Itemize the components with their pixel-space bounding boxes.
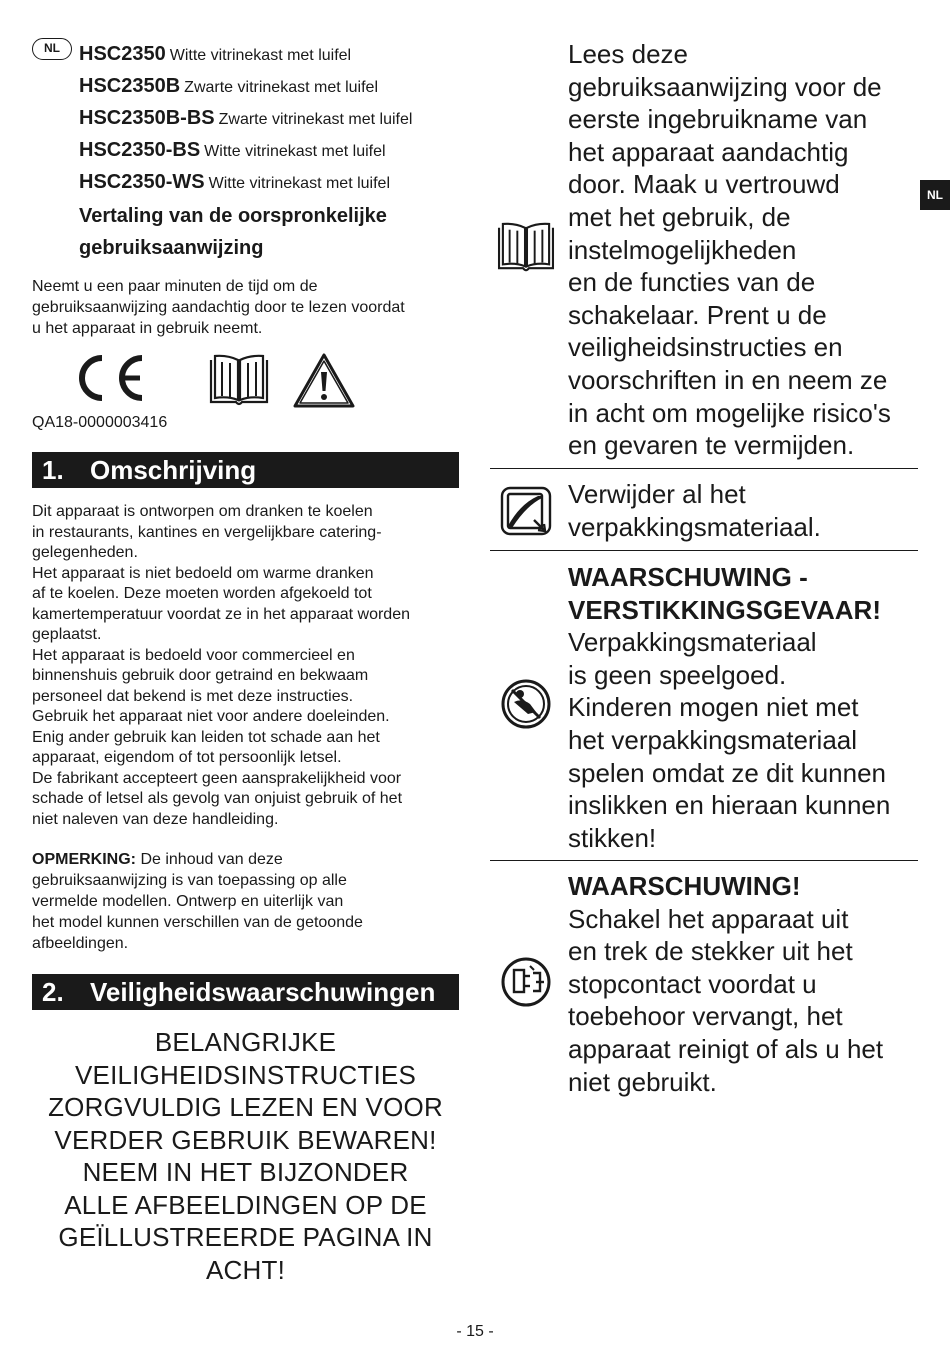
description-line: personeel dat bekend is met deze instructies.: [32, 687, 354, 705]
read-manual-icon: [208, 354, 270, 408]
important-safety-notice: [32, 1026, 459, 1286]
model-line: [79, 72, 479, 104]
warning-line: stopcontact voordat u: [568, 968, 817, 999]
translation-title-line: Vertaling van de oorspronkelijke: [79, 205, 387, 227]
intro-line: Neemt u een paar minuten de tijd om de: [32, 278, 318, 295]
warning-line: en trek de stekker uit het: [568, 936, 853, 967]
read-manual-instruction: [568, 38, 918, 462]
warning-line: spelen omdat ze dit kunnen: [568, 757, 886, 788]
intro-line: u het apparaat in gebruik neemt.: [32, 320, 263, 337]
important-line: NEEM IN HET BIJZONDER: [82, 1157, 409, 1187]
warning-heading-line: WAARSCHUWING -: [568, 562, 808, 592]
qa-code: QA18-0000003416: [32, 414, 168, 431]
instruction-line: Verwijder al het: [568, 479, 746, 509]
note-label: OPMERKING:: [32, 851, 136, 868]
model-code: HSC2350B-BS: [79, 107, 215, 129]
warning-triangle-icon: [292, 352, 356, 410]
description-line: af te koelen. Deze moeten worden afgekoeld tot: [32, 585, 372, 602]
warning-line: inslikken en hieraan kunnen: [568, 790, 891, 821]
description-line: kamertemperatuur voordat ze in het apparaat worden: [32, 605, 410, 623]
note-line: het model kunnen verschillen van de getoonde: [32, 914, 363, 931]
section-heading-description: [32, 452, 459, 488]
instruction-line: instelmogelijkheden: [568, 234, 797, 265]
description-line: Dit apparaat is ontworpen om dranken te koelen: [32, 503, 373, 520]
instruction-line: gebruiksaanwijzing voor de: [568, 71, 882, 102]
model-desc: Witte vitrinekast met luifel: [204, 143, 386, 160]
description-line: niet naleven van deze handleiding.: [32, 810, 279, 828]
model-code: HSC2350B: [79, 75, 181, 97]
description-line: Het apparaat is bedoeld voor commercieel en: [32, 646, 355, 664]
ce-mark-icon: [68, 350, 148, 406]
important-line: BELANGRIJKE: [154, 1027, 337, 1057]
model-line: [79, 136, 479, 168]
instruction-line: verpakkingsmateriaal.: [568, 511, 821, 542]
description-line: Enig ander gebruik kan leiden tot schade aan het: [32, 728, 380, 746]
important-line: VEILIGHEIDSINSTRUCTIES: [74, 1059, 417, 1090]
suffocation-warning: [568, 561, 918, 854]
model-desc: Zwarte vitrinekast met luifel: [184, 79, 379, 96]
note-line-text: De inhoud van deze: [136, 851, 283, 868]
read-manual-icon: [496, 222, 556, 274]
page-number: - 15 -: [456, 1323, 494, 1340]
section-title: Veiligheidswaarschuwingen: [90, 977, 436, 1007]
note-line: gebruiksaanwijzing is van toepassing op alle: [32, 872, 347, 889]
note-line: [32, 849, 464, 870]
warning-heading: WAARSCHUWING!: [568, 871, 801, 901]
warning-line: toebehoor vervangt, het: [568, 1001, 843, 1032]
description-line: geplaatst.: [32, 626, 102, 643]
model-desc: Witte vitrinekast met luifel: [208, 175, 390, 192]
description-line: Het apparaat is niet bedoeld om warme dranken: [32, 564, 374, 582]
model-code: HSC2350-WS: [79, 171, 205, 193]
no-children-play-icon: [500, 678, 552, 730]
model-desc: Zwarte vitrinekast met luifel: [218, 111, 413, 128]
instruction-line: met het gebruik, de: [568, 201, 791, 232]
description-line: De fabrikant accepteert geen aansprakelijkheid voor: [32, 769, 402, 787]
description-line: binnenshuis gebruik door getraind en bekwaam: [32, 667, 369, 684]
divider: [490, 468, 918, 469]
model-line: [79, 104, 479, 136]
language-tab: NL: [920, 180, 950, 210]
warning-line: Schakel het apparaat uit: [568, 903, 849, 934]
instruction-line: voorschriften in en neem ze: [568, 364, 888, 395]
model-list: [79, 40, 479, 264]
warning-line: het verpakkingsmateriaal: [568, 724, 858, 755]
description-line: in restaurants, kantines en vergelijkbare catering-: [32, 523, 382, 541]
warning-line: Kinderen mogen niet met: [568, 692, 859, 723]
important-line: VERDER GEBRUIK BEWAREN!: [54, 1124, 437, 1155]
divider: [490, 860, 918, 861]
model-line: [79, 40, 479, 72]
instruction-line: Lees deze: [568, 39, 688, 69]
description-line: Gebruik het apparaat niet voor andere doeleinden.: [32, 708, 390, 725]
warning-line: is geen speelgoed.: [568, 659, 787, 690]
model-line: [79, 168, 479, 200]
note-text: [32, 849, 464, 954]
model-desc: Witte vitrinekast met luifel: [169, 47, 352, 64]
instruction-line: veiligheidsinstructies en: [568, 332, 843, 363]
remove-packaging-instruction: [568, 478, 918, 543]
intro-line: gebruiksaanwijzing aandachtig door te lezen voordat: [32, 299, 405, 316]
instruction-line: het apparaat aandachtig: [568, 136, 849, 167]
description-line: schade of letsel als gevolg van onjuist gebruik of het: [32, 790, 403, 807]
translation-title: [79, 200, 479, 264]
important-line: ALLE AFBEELDINGEN OP DE: [64, 1189, 427, 1220]
model-code: HSC2350-BS: [79, 139, 201, 161]
model-code: HSC2350: [79, 43, 166, 65]
instruction-line: en de functies van de: [568, 267, 816, 298]
language-badge: NL: [32, 38, 72, 60]
important-line: ZORGVULDIG LEZEN EN VOOR: [48, 1092, 443, 1122]
section-heading-safety: [32, 974, 459, 1010]
note-line: vermelde modellen. Ontwerp en uiterlijk van: [32, 893, 344, 910]
instruction-line: eerste ingebruikname van: [568, 104, 868, 135]
section-number: 1.: [42, 455, 64, 485]
instruction-line: door. Maak u vertrouwd: [568, 169, 840, 200]
translation-title-line: gebruiksaanwijzing: [79, 237, 264, 259]
unplug-icon: [500, 956, 552, 1008]
description-line: apparaat, eigendom of tot persoonlijk letsel.: [32, 749, 342, 766]
unplug-warning: [568, 870, 918, 1098]
warning-line: stikken!: [568, 822, 657, 853]
warning-line: Verpakkingsmateriaal: [568, 627, 817, 658]
divider: [490, 550, 918, 551]
warning-line: apparaat reinigt of als u het: [568, 1033, 884, 1064]
remove-packaging-icon: [500, 486, 552, 536]
instruction-line: schakelaar. Prent u de: [568, 299, 827, 330]
important-line: GEÏLLUSTREERDE PAGINA IN: [58, 1222, 433, 1252]
instruction-line: en gevaren te vermijden.: [568, 430, 855, 461]
note-line: afbeeldingen.: [32, 935, 129, 952]
warning-heading-line: VERSTIKKINGSGEVAAR!: [568, 594, 881, 625]
description-text: [32, 502, 464, 830]
instruction-line: in acht om mogelijke risico's: [568, 397, 891, 428]
warning-line: niet gebruikt.: [568, 1066, 717, 1097]
description-line: gelegenheden.: [32, 544, 138, 561]
intro-text: [32, 276, 462, 339]
section-number: 2.: [42, 977, 64, 1007]
section-title: Omschrijving: [90, 455, 257, 485]
important-line: ACHT!: [206, 1254, 285, 1285]
